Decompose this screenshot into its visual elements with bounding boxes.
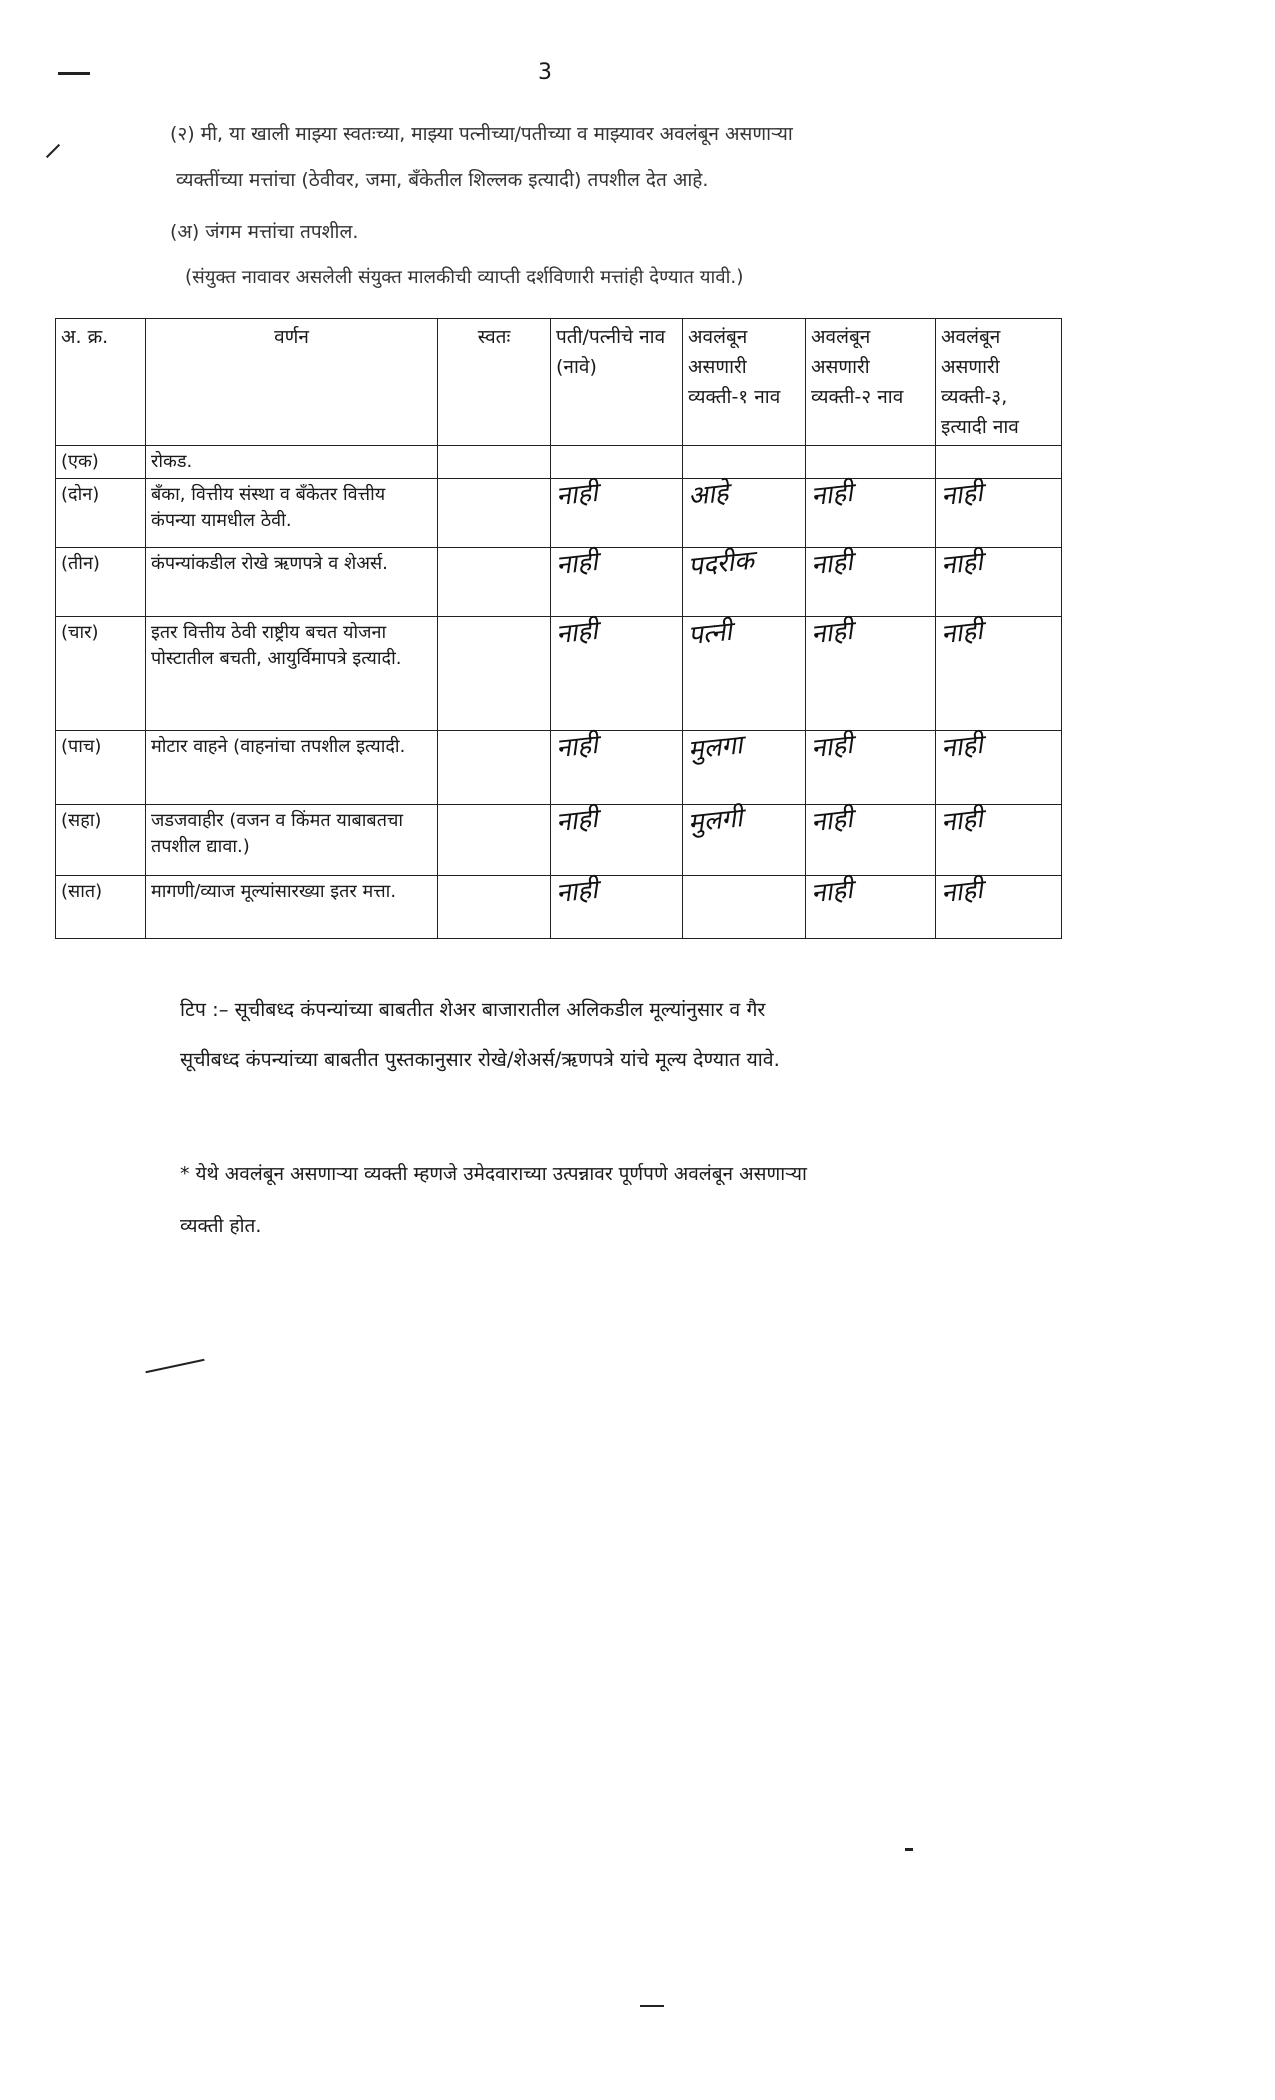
intro-line-3: (अ) जंगम मत्तांचा तपशील. — [170, 221, 359, 243]
row-serial: (पाच) — [56, 731, 146, 805]
table-row — [56, 548, 1062, 617]
table-row — [56, 617, 1062, 731]
row-dependent-3: नाही — [936, 805, 1062, 876]
row-serial: (चार) — [56, 617, 146, 731]
scan-mark — [58, 72, 90, 75]
row-dependent-1 — [683, 876, 806, 939]
row-spouse: नाही — [551, 876, 683, 939]
row-self — [438, 876, 551, 939]
row-self — [438, 731, 551, 805]
row-self — [438, 446, 551, 479]
footnote-line-2: व्यक्ती होत. — [180, 1215, 262, 1237]
header-self: स्वतः — [438, 319, 551, 446]
scan-mark — [905, 1848, 913, 1851]
table-row — [56, 731, 1062, 805]
row-dependent-2: नाही — [806, 731, 936, 805]
table-row — [56, 446, 1062, 479]
row-dependent-2 — [806, 446, 936, 479]
row-dependent-1 — [683, 446, 806, 479]
row-self — [438, 548, 551, 617]
movable-assets-table — [55, 318, 1062, 939]
page-number: 3 — [538, 60, 552, 85]
row-dependent-1: आहे — [683, 479, 806, 548]
row-dependent-3: नाही — [936, 731, 1062, 805]
intro-line-4: (संयुक्त नावावर असलेली संयुक्त मालकीची व्याप्ती दर्शविणारी मत्तांही देण्यात यावी.) — [185, 267, 744, 288]
row-dependent-2: नाही — [806, 479, 936, 548]
table-header-row — [56, 319, 1062, 446]
header-spouse: पती/पत्नीचे नाव (नावे) — [551, 319, 683, 446]
scan-mark — [640, 2005, 664, 2007]
row-description: कंपन्यांकडील रोखे ऋणपत्रे व शेअर्स. — [146, 548, 438, 617]
table-row — [56, 876, 1062, 939]
intro-line-1: (२) मी, या खाली माझ्या स्वतःच्या, माझ्या पत्नीच्या/पतीच्या व माझ्यावर अवलंबून असणाऱ्या — [170, 123, 793, 145]
row-dependent-3: नाही — [936, 548, 1062, 617]
scan-mark — [46, 144, 60, 158]
row-spouse: नाही — [551, 805, 683, 876]
header-dependent-2: अवलंबून असणारी व्यक्ती-२ नाव — [806, 319, 936, 446]
row-self — [438, 805, 551, 876]
row-dependent-1: पत्नी — [683, 617, 806, 731]
row-description: मागणी/व्याज मूल्यांसारख्या इतर मत्ता. — [146, 876, 438, 939]
header-description: वर्णन — [146, 319, 438, 446]
row-description: रोकड. — [146, 446, 438, 479]
scan-mark — [145, 1359, 204, 1373]
note-line-2: सूचीबध्द कंपन्यांच्या बाबतीत पुस्तकानुसार रोखे/शेअर्स/ऋणपत्रे यांचे मूल्य देण्यात यावे. — [180, 1048, 780, 1071]
intro-line-2: व्यक्तींच्या मत्तांचा (ठेवीवर, जमा, बँकेतील शिल्लक इत्यादी) तपशील देत आहे. — [176, 169, 709, 191]
row-dependent-1: मुलगा — [683, 731, 806, 805]
row-dependent-2: नाही — [806, 617, 936, 731]
table-row — [56, 479, 1062, 548]
row-description: जडजवाहीर (वजन व किंमत याबाबतचा तपशील द्यावा.) — [146, 805, 438, 876]
table-row — [56, 805, 1062, 876]
header-dependent-1: अवलंबून असणारी व्यक्ती-१ नाव — [683, 319, 806, 446]
row-dependent-2: नाही — [806, 548, 936, 617]
row-spouse — [551, 446, 683, 479]
footnote-line-1: * येथे अवलंबून असणाऱ्या व्यक्ती म्हणजे उमेदवाराच्या उत्पन्नावर पूर्णपणे अवलंबून असणाऱ्या — [180, 1163, 807, 1185]
row-spouse: नाही — [551, 479, 683, 548]
row-description: बँका, वित्तीय संस्था व बँकेतर वित्तीय कंपन्या यामधील ठेवी. — [146, 479, 438, 548]
row-self — [438, 617, 551, 731]
row-description: इतर वित्तीय ठेवी राष्ट्रीय बचत योजना पोस्टातील बचती, आयुर्विमापत्रे इत्यादी. — [146, 617, 438, 731]
row-spouse: नाही — [551, 548, 683, 617]
note-line-1: टिप :– सूचीबध्द कंपन्यांच्या बाबतीत शेअर बाजारातील अलिकडील मूल्यांनुसार व गैर — [180, 998, 766, 1021]
row-serial: (एक) — [56, 446, 146, 479]
row-spouse: नाही — [551, 617, 683, 731]
row-dependent-2: नाही — [806, 876, 936, 939]
row-serial: (दोन) — [56, 479, 146, 548]
row-spouse: नाही — [551, 731, 683, 805]
row-description: मोटार वाहने (वाहनांचा तपशील इत्यादी. — [146, 731, 438, 805]
row-self — [438, 479, 551, 548]
row-dependent-1: पदरीक — [683, 548, 806, 617]
row-serial: (सहा) — [56, 805, 146, 876]
header-dependent-3: अवलंबून असणारी व्यक्ती-३, इत्यादी नाव — [936, 319, 1062, 446]
row-serial: (तीन) — [56, 548, 146, 617]
row-dependent-3: नाही — [936, 617, 1062, 731]
row-dependent-1: मुलगी — [683, 805, 806, 876]
row-dependent-3: नाही — [936, 479, 1062, 548]
row-dependent-2: नाही — [806, 805, 936, 876]
row-serial: (सात) — [56, 876, 146, 939]
header-serial: अ. क्र. — [56, 319, 146, 446]
row-dependent-3: नाही — [936, 876, 1062, 939]
row-dependent-3 — [936, 446, 1062, 479]
